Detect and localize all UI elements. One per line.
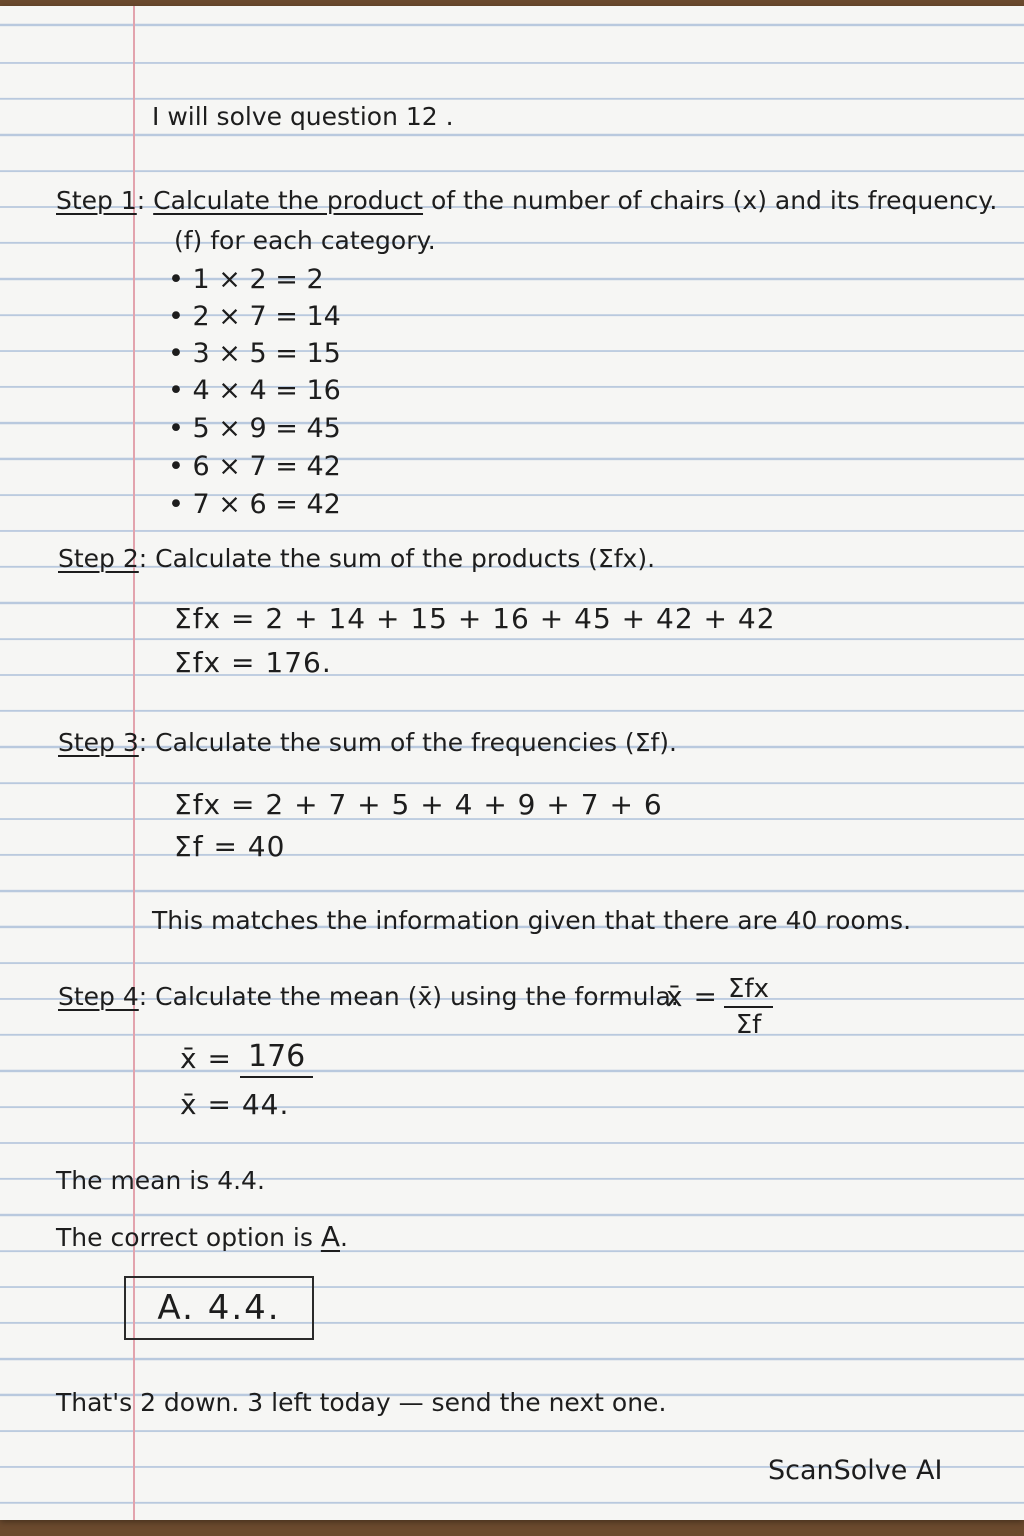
- substitution-numerator: 176: [240, 1040, 313, 1078]
- product-item: • 4 × 4 = 16: [168, 375, 341, 406]
- product-item: • 2 × 7 = 14: [168, 301, 341, 332]
- step1-heading: [56, 186, 997, 216]
- mean-formula-lhs: x̄ =: [666, 980, 718, 1013]
- product-item: • 3 × 5 = 15: [168, 338, 341, 369]
- correct-option-prefix: The correct option is: [56, 1223, 321, 1252]
- step1-label: Step 1: [56, 186, 137, 215]
- mean-result: x̄ = 44.: [180, 1088, 290, 1121]
- step1-text: of the number of chairs (x) and its frequency.: [423, 186, 998, 215]
- progress-message: That's 2 down. 3 left today — send the next one.: [56, 1388, 667, 1417]
- intro-line: I will solve question 12 .: [152, 102, 454, 131]
- sum-products-result: Σfx = 176.: [174, 646, 332, 679]
- step2-label: Step 2: [58, 544, 139, 573]
- sum-frequencies-expression: Σfx = 2 + 7 + 5 + 4 + 9 + 7 + 6: [174, 788, 663, 821]
- step2-colon: :: [138, 544, 148, 573]
- final-answer-box: A. 4.4.: [124, 1276, 314, 1340]
- product-item: • 1 × 2 = 2: [168, 264, 324, 295]
- step1-colon: :: [136, 186, 146, 215]
- step4-text: Calculate the mean (x̄) using the formula.: [155, 982, 679, 1011]
- step1-text-continued: (f) for each category.: [174, 226, 436, 255]
- product-item: • 5 × 9 = 45: [168, 413, 341, 444]
- formula-denominator: Σf: [735, 1010, 762, 1040]
- correct-option-letter: A: [320, 1220, 340, 1253]
- mean-statement: The mean is 4.4.: [56, 1166, 265, 1195]
- signature: ScanSolve AI: [768, 1455, 943, 1486]
- rooms-note: This matches the information given that there are 40 rooms.: [152, 906, 912, 935]
- product-item: • 6 × 7 = 42: [168, 451, 341, 482]
- correct-option-suffix: .: [340, 1223, 348, 1252]
- product-item: • 7 × 6 = 42: [168, 489, 341, 520]
- step2-text: Calculate the sum of the products (Σfx).: [155, 544, 656, 573]
- mean-substitution-lhs: x̄ =: [180, 1042, 232, 1075]
- notebook-page: [0, 6, 1024, 1520]
- mean-formula-fraction: [724, 974, 773, 1040]
- sum-products-expression: Σfx = 2 + 14 + 15 + 16 + 45 + 42 + 42: [174, 602, 776, 635]
- sum-frequencies-result: Σf = 40: [174, 830, 286, 863]
- step4-heading: [58, 982, 679, 1012]
- step3-label: Step 3: [58, 728, 139, 757]
- step1-text-underlined: Calculate the product: [153, 186, 424, 215]
- correct-option-statement: [56, 1222, 348, 1253]
- step3-text: Calculate the sum of the frequencies (Σf).: [155, 728, 677, 757]
- step2-heading: [58, 544, 655, 574]
- step3-heading: [58, 728, 677, 758]
- step3-colon: :: [138, 728, 148, 757]
- step4-colon: :: [138, 982, 148, 1011]
- step4-label: Step 4: [58, 982, 139, 1011]
- formula-numerator: Σfx: [724, 974, 773, 1008]
- mean-substitution-fraction: [240, 1040, 313, 1078]
